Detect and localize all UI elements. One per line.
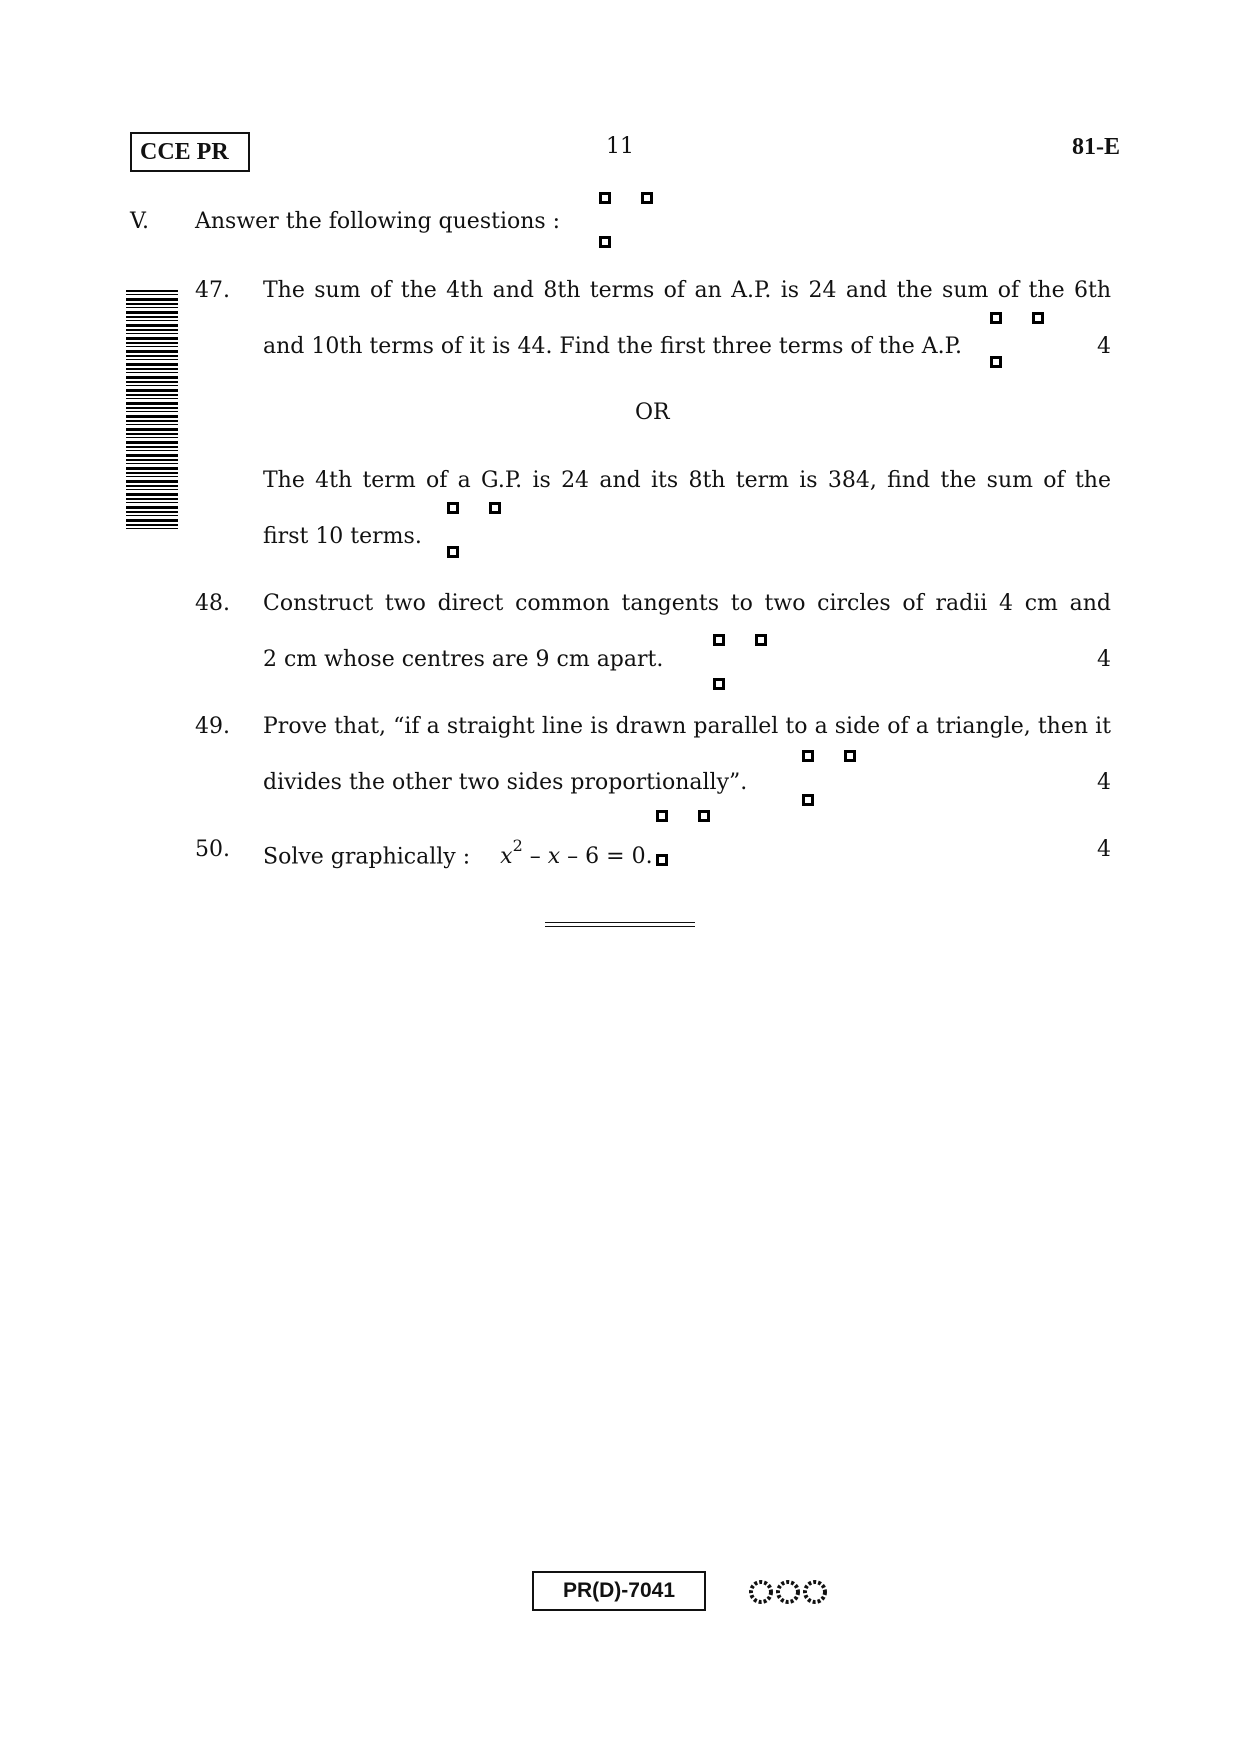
question-text-line: divides the other two sides proportionally”. — [263, 770, 748, 795]
equation-variable: x — [500, 844, 513, 870]
question-text-line: and 10th terms of it is 44. Find the first three terms of the A.P. — [263, 334, 963, 359]
or-label: OR — [635, 400, 670, 425]
qr-code-icon — [445, 500, 503, 560]
qr-code-icon — [800, 748, 858, 808]
question-text-line: The sum of the 4th and 8th terms of an A.P. is 24 and the sum of the 6th — [263, 278, 1111, 303]
equation-operator: – — [522, 844, 548, 870]
question-number: 47. — [195, 278, 230, 303]
paper-code: 81-E — [1072, 134, 1120, 160]
section-label: V. — [130, 209, 150, 234]
qr-code-icon — [711, 632, 769, 692]
qr-code-icon — [597, 190, 655, 250]
qr-code-icon — [654, 808, 712, 868]
question-text-line — [263, 836, 653, 871]
question-text-line: The 4th term of a G.P. is 24 and its 8th term is 384, find the sum of the — [263, 468, 1111, 493]
rings-icon — [748, 1577, 828, 1607]
section-instruction: Answer the following questions : — [195, 209, 561, 234]
question-marks: 4 — [1097, 770, 1111, 795]
question-text-line: Construct two direct common tangents to two circles of radii 4 cm and — [263, 591, 1111, 616]
barcode-icon — [126, 290, 178, 530]
footer-code-box: PR(D)-7041 — [532, 1571, 706, 1611]
header-code-box: CCE PR — [130, 132, 250, 172]
question-marks: 4 — [1097, 837, 1111, 862]
question-number: 50. — [195, 837, 230, 862]
page-number: 11 — [606, 134, 634, 159]
question-number: 49. — [195, 714, 230, 739]
question-text-line: 2 cm whose centres are 9 cm apart. — [263, 647, 664, 672]
qr-code-icon — [988, 310, 1046, 370]
equation-variable: x — [547, 844, 561, 870]
equation — [500, 836, 653, 870]
question-text-line: Prove that, “if a straight line is drawn parallel to a side of a triangle, then it — [263, 714, 1111, 739]
question-prefix: Solve graphically : — [263, 844, 471, 870]
question-number: 48. — [195, 591, 230, 616]
end-rule — [545, 922, 695, 927]
equation-tail: – 6 = 0. — [560, 844, 653, 870]
question-marks: 4 — [1097, 647, 1111, 672]
question-text-line: first 10 terms. — [263, 524, 422, 549]
equation-exponent: 2 — [512, 836, 523, 855]
question-marks: 4 — [1097, 334, 1111, 359]
